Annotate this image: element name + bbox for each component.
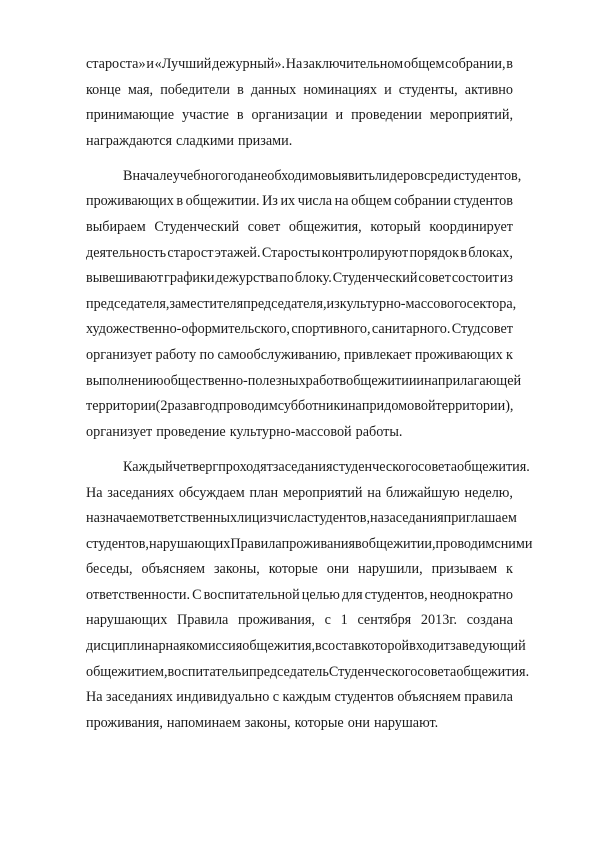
text-line <box>86 660 530 686</box>
word: выполнению <box>86 372 164 389</box>
word: На <box>86 689 103 706</box>
word: и <box>384 81 392 98</box>
word: В <box>123 167 133 184</box>
word: дежурный». <box>212 56 285 72</box>
word: спортивного, <box>291 321 371 338</box>
word: целью <box>301 586 340 603</box>
word: комиссия <box>185 638 243 655</box>
word: работ <box>305 372 340 389</box>
word: входит <box>409 638 451 655</box>
word: индивидуально <box>176 689 270 706</box>
word: в <box>192 398 200 415</box>
word: законы, <box>213 561 260 578</box>
text-line <box>86 685 513 711</box>
word: контролируют <box>321 244 409 261</box>
word: приглашаем <box>443 510 517 527</box>
word: на <box>367 484 382 501</box>
word: выявить <box>325 167 375 184</box>
word: нарушающих <box>148 535 231 552</box>
word: по <box>279 270 294 287</box>
word: председателя, <box>86 295 170 312</box>
word: объясняем <box>141 561 206 578</box>
word: проживающих <box>414 347 503 364</box>
word: воспитатель <box>167 663 242 680</box>
word: нарушающих <box>86 612 168 629</box>
text-line <box>86 532 533 558</box>
word: 2013г. <box>420 612 458 629</box>
word: числа <box>272 510 308 527</box>
word: блоках, <box>468 244 513 261</box>
word: На <box>285 56 303 72</box>
word: необходимо <box>253 167 326 184</box>
word: правила <box>464 689 513 706</box>
word: к <box>506 561 513 578</box>
word: которой <box>361 638 410 655</box>
word: объясняем <box>397 689 461 706</box>
word: общественно-полезных <box>163 372 306 389</box>
text-line <box>86 608 513 634</box>
word: студентов, <box>307 510 371 527</box>
word: общежитием, <box>86 663 168 680</box>
word: они <box>326 561 350 578</box>
body-text <box>86 52 533 736</box>
text-line <box>86 506 517 532</box>
word: общем <box>351 193 392 210</box>
word: придомовой <box>361 398 436 415</box>
word: состоит <box>451 270 499 287</box>
word: Студсовет <box>451 321 513 338</box>
word: ними <box>500 535 533 552</box>
text-line <box>86 369 522 395</box>
word: проживающих <box>86 193 174 210</box>
word: культурно-массового <box>339 295 467 312</box>
text-line <box>86 343 513 369</box>
text-line <box>86 455 530 481</box>
word: территории), <box>435 398 514 415</box>
word: проведении <box>351 107 422 124</box>
word: общежития, <box>242 638 316 655</box>
word: и <box>146 56 154 72</box>
word: Правила <box>177 612 229 629</box>
word: награждаются <box>86 132 173 149</box>
word: проходят <box>218 458 273 475</box>
text-line <box>86 317 513 343</box>
word: дисциплинарная <box>86 638 186 655</box>
word: привлекает <box>343 347 412 364</box>
word: призами. <box>237 132 293 149</box>
word: «Лучший <box>154 56 212 72</box>
word: деятельность <box>86 244 167 261</box>
word: победители <box>160 81 231 98</box>
word: Студенческий <box>332 270 418 287</box>
word: из <box>499 270 513 287</box>
word: самообслуживанию, <box>217 347 341 364</box>
paragraph <box>86 455 533 737</box>
text-line <box>86 420 513 446</box>
word: данных <box>250 81 297 98</box>
word: напоминаем <box>166 714 241 731</box>
word: заседаниях <box>105 689 173 706</box>
text-line <box>86 394 513 420</box>
word: общежития. <box>457 458 530 475</box>
word: работу <box>155 347 197 364</box>
word: в <box>237 81 244 98</box>
word: заключительном <box>303 56 404 72</box>
word: сентября <box>357 612 412 629</box>
word: год <box>199 398 219 415</box>
word: обсуждаем <box>178 484 245 501</box>
word: порядок <box>409 244 459 261</box>
word: назначаем <box>86 510 148 527</box>
word: территории <box>86 398 156 415</box>
word: общем <box>403 56 445 72</box>
word: культурно-массовой <box>229 423 352 440</box>
word: координирует <box>429 219 513 236</box>
word: в <box>339 372 347 389</box>
word: начале <box>132 167 173 184</box>
word: общежития, <box>288 219 362 236</box>
word: С <box>192 586 202 603</box>
word: председателя, <box>243 295 327 312</box>
word: с <box>324 612 331 629</box>
word: проживания, <box>86 714 163 731</box>
paragraph <box>86 52 513 154</box>
word: лиц <box>237 510 260 527</box>
text-line <box>86 583 513 609</box>
word: из <box>326 295 340 312</box>
word: в <box>460 244 467 261</box>
word: заседаниях <box>107 484 175 501</box>
word: заместителя <box>169 295 244 312</box>
word: лидеров <box>374 167 424 184</box>
word: ответственности. <box>86 586 191 603</box>
word: которые <box>294 714 344 731</box>
text-line <box>86 481 513 507</box>
word: староста» <box>86 56 146 72</box>
word: Правила <box>230 535 282 552</box>
word: на <box>424 372 438 389</box>
text-line <box>86 164 522 190</box>
word: создана <box>466 612 513 629</box>
word: графики <box>164 270 215 287</box>
word: состав <box>321 638 362 655</box>
paragraph-gap <box>86 154 513 164</box>
word: они <box>347 714 370 731</box>
word: каждым <box>282 689 332 706</box>
word: Старосты <box>261 244 321 261</box>
word: организации <box>251 107 328 124</box>
word: Каждый <box>123 458 173 475</box>
word: прилагающей <box>437 372 522 389</box>
word: (2 <box>155 398 168 415</box>
text-line <box>86 78 513 104</box>
word: 1 <box>340 612 348 629</box>
word: совет <box>247 219 281 236</box>
paragraph-gap <box>86 445 513 455</box>
text-line <box>86 292 517 318</box>
word: проведение <box>156 423 226 440</box>
word: общежития. <box>456 663 530 680</box>
word: ближайшую <box>385 484 460 501</box>
word: и <box>335 107 344 124</box>
word: студентов, <box>458 167 522 184</box>
word: мероприятий <box>282 484 363 501</box>
word: план <box>249 484 279 501</box>
word: сладкими <box>176 132 234 149</box>
word: организует <box>86 347 153 364</box>
word: На <box>86 484 103 501</box>
word: принимающие <box>86 107 175 124</box>
word: конце <box>86 81 121 98</box>
word: воспитательной <box>203 586 300 603</box>
text-line <box>86 189 513 215</box>
word: в <box>506 56 513 72</box>
word: студентов, <box>364 586 428 603</box>
word: беседы, <box>86 561 133 578</box>
word: на <box>347 398 362 415</box>
word: номинациях <box>303 81 378 98</box>
text-line <box>86 711 513 737</box>
word: нарушили, <box>358 561 423 578</box>
word: на <box>370 510 384 527</box>
word: мероприятий, <box>429 107 513 124</box>
word: совет <box>418 270 451 287</box>
word: на <box>334 193 349 210</box>
word: который <box>370 219 421 236</box>
word: студенческого <box>332 458 419 475</box>
word: законы, <box>244 714 291 731</box>
word: проживания, <box>238 612 315 629</box>
text-line <box>86 52 513 78</box>
word: участие <box>181 107 229 124</box>
word: учебного <box>172 167 228 184</box>
word: с <box>494 535 501 552</box>
word: заседания <box>272 458 333 475</box>
word: активно <box>464 81 513 98</box>
word: блоку. <box>294 270 332 287</box>
word: их <box>280 193 296 210</box>
word: которые <box>268 561 318 578</box>
word: года <box>227 167 254 184</box>
word: в <box>354 535 362 552</box>
word: проводим <box>435 535 495 552</box>
word: в <box>315 638 322 655</box>
text-line <box>86 634 526 660</box>
word: председатель <box>249 663 329 680</box>
paragraph <box>86 164 522 446</box>
word: студенты, <box>398 81 458 98</box>
word: среди <box>424 167 459 184</box>
word: совета <box>417 663 457 680</box>
word: заседания <box>383 510 444 527</box>
word: неделю, <box>464 484 513 501</box>
word: выбираем <box>86 219 146 236</box>
word: старост <box>167 244 214 261</box>
word: и <box>416 372 425 389</box>
word: санитарного. <box>371 321 451 338</box>
word: студентов <box>453 193 513 210</box>
word: неоднократно <box>429 586 513 603</box>
word: заведующий <box>450 638 526 655</box>
word: дежурства <box>215 270 279 287</box>
word: в <box>236 107 244 124</box>
word: собрании <box>394 193 451 210</box>
word: проживания <box>281 535 355 552</box>
word: Студенческий <box>154 219 240 236</box>
word: для <box>341 586 363 603</box>
word: субботники <box>277 398 348 415</box>
word: с <box>272 689 280 706</box>
word: студентов, <box>86 535 149 552</box>
word: Из <box>262 193 278 210</box>
word: и <box>241 663 250 680</box>
text-line <box>86 557 513 583</box>
word: по <box>199 347 215 364</box>
word: четверг <box>172 458 219 475</box>
word: призываем <box>431 561 498 578</box>
word: раза <box>167 398 193 415</box>
word: общежитии. <box>185 193 260 210</box>
word: художественно-оформительского, <box>86 321 290 338</box>
text-line <box>86 241 513 267</box>
word: организует <box>86 423 153 440</box>
word: работы. <box>355 423 403 440</box>
word: собрании, <box>445 56 506 72</box>
word: общежитии <box>346 372 417 389</box>
text-line <box>86 129 513 155</box>
word: в <box>176 193 184 210</box>
word: Студенческого <box>328 663 418 680</box>
word: совета <box>418 458 458 475</box>
word: числа <box>297 193 333 210</box>
word: сектора, <box>466 295 517 312</box>
word: нарушают. <box>373 714 439 731</box>
text-line <box>86 266 513 292</box>
word: студентов <box>334 689 394 706</box>
text-line <box>86 103 513 129</box>
text-line <box>86 215 513 241</box>
word: к <box>506 347 513 364</box>
word: общежитии, <box>361 535 436 552</box>
word: из <box>259 510 273 527</box>
word: этажей. <box>214 244 261 261</box>
word: мая, <box>127 81 154 98</box>
word: проводим <box>218 398 278 415</box>
word: вывешивают <box>86 270 164 287</box>
word: ответственных <box>147 510 238 527</box>
